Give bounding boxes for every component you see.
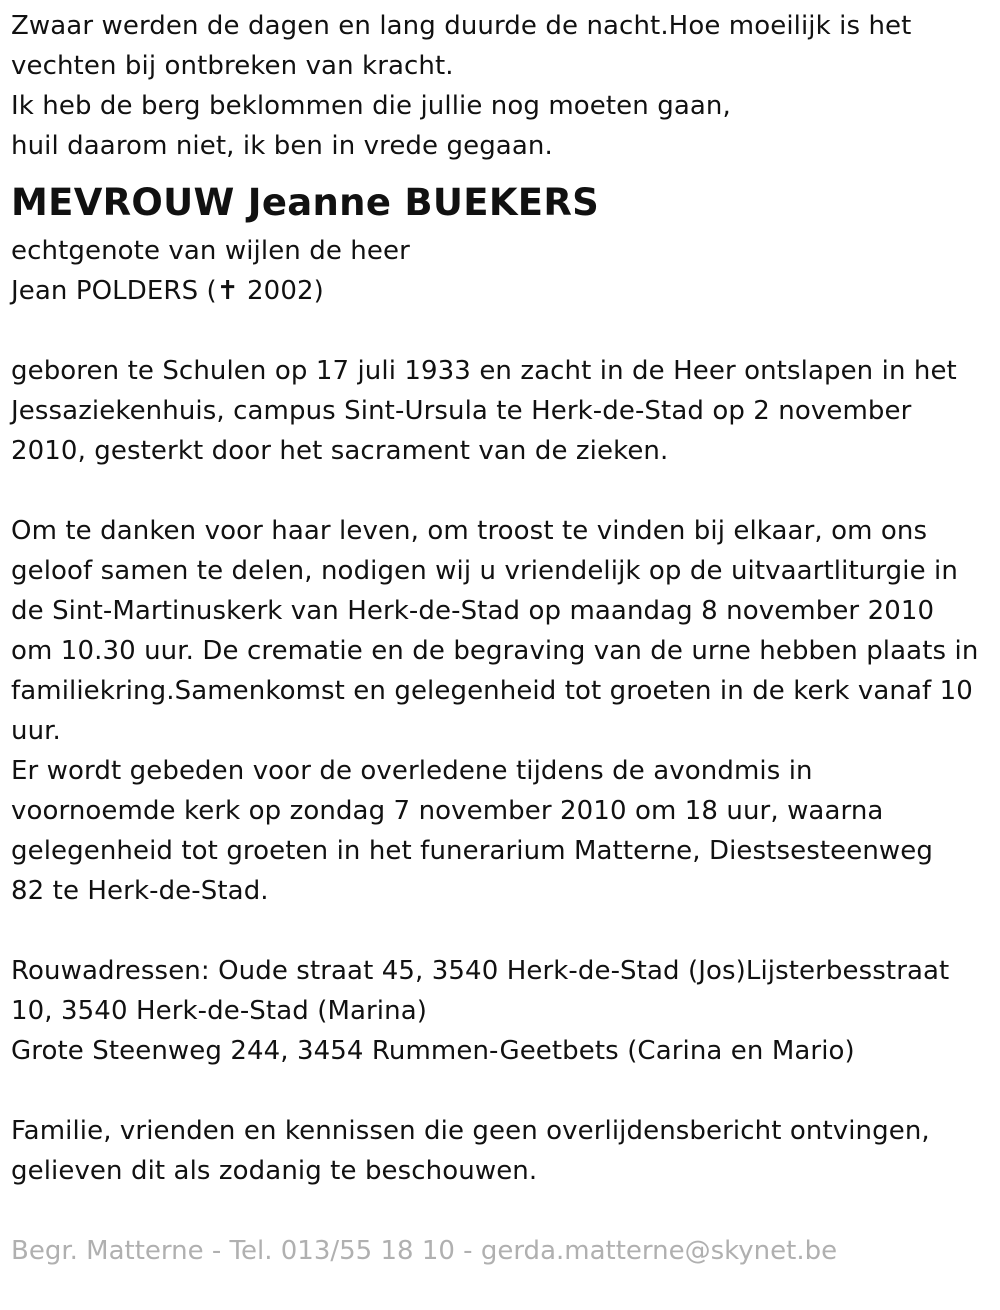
- poem-line: Zwaar werden de dagen en lang duurde de nacht.Hoe moeilijk is het: [11, 11, 912, 41]
- funeral-paragraph: [11, 511, 996, 911]
- paragraph-line: voornoemde kerk op zondag 7 november 2010 om 18 uur, waarna: [11, 796, 884, 826]
- addresses-paragraph: [11, 951, 996, 1071]
- spouse-line: echtgenote van wijlen de heer: [11, 236, 410, 266]
- spacer: [11, 471, 996, 511]
- deceased-name: MEVROUW Jeanne BUEKERS: [11, 181, 600, 224]
- paragraph-line: gelegenheid tot groeten in het funerarium Matterne, Diestsesteenweg: [11, 836, 933, 866]
- spouse-line: Jean POLDERS (✝ 2002): [11, 276, 324, 306]
- poem: [11, 6, 996, 166]
- address-line: Grote Steenweg 244, 3454 Rummen-Geetbets (Carina en Mario): [11, 1036, 855, 1066]
- paragraph-line: familiekring.Samenkomst en gelegenheid tot groeten in de kerk vanaf 10: [11, 676, 973, 706]
- address-line: Rouwadressen: Oude straat 45, 3540 Herk-de-Stad (Jos)Lijsterbesstraat: [11, 956, 950, 986]
- paragraph-line: Er wordt gebeden voor de overledene tijdens de avondmis in: [11, 756, 813, 786]
- birth-death-paragraph: [11, 351, 996, 471]
- paragraph-line: geloof samen te delen, nodigen wij u vriendelijk op de uitvaartliturgie in: [11, 556, 958, 586]
- obituary-card: [11, 6, 996, 1271]
- paragraph-line: Jessaziekenhuis, campus Sint-Ursula te Herk-de-Stad op 2 november: [11, 396, 912, 426]
- notice-line: gelieven dit als zodanig te beschouwen.: [11, 1156, 538, 1186]
- paragraph-line: uur.: [11, 716, 61, 746]
- spacer: [11, 1071, 996, 1111]
- spacer: [11, 311, 996, 351]
- poem-line: Ik heb de berg beklommen die jullie nog moeten gaan,: [11, 91, 731, 121]
- address-line: 10, 3540 Herk-de-Stad (Marina): [11, 996, 427, 1026]
- paragraph-line: 2010, gesterkt door het sacrament van de zieken.: [11, 436, 669, 466]
- paragraph-line: Om te danken voor haar leven, om troost te vinden bij elkaar, om ons: [11, 516, 928, 546]
- notice-line: Familie, vrienden en kennissen die geen overlijdensbericht ontvingen,: [11, 1116, 930, 1146]
- paragraph-line: 82 te Herk-de-Stad.: [11, 876, 269, 906]
- paragraph-line: om 10.30 uur. De crematie en de begraving van de urne hebben plaats in: [11, 636, 979, 666]
- notice-paragraph: [11, 1111, 996, 1191]
- spouse-info: [11, 231, 996, 311]
- paragraph-line: geboren te Schulen op 17 juli 1933 en zacht in de Heer ontslapen in het: [11, 356, 957, 386]
- poem-line: huil daarom niet, ik ben in vrede gegaan.: [11, 131, 553, 161]
- poem-line: vechten bij ontbreken van kracht.: [11, 51, 454, 81]
- funeral-home-footer: Begr. Matterne - Tel. 013/55 18 10 - gerda.matterne@skynet.be: [11, 1236, 838, 1266]
- paragraph-line: de Sint-Martinuskerk van Herk-de-Stad op maandag 8 november 2010: [11, 596, 935, 626]
- spacer: [11, 911, 996, 951]
